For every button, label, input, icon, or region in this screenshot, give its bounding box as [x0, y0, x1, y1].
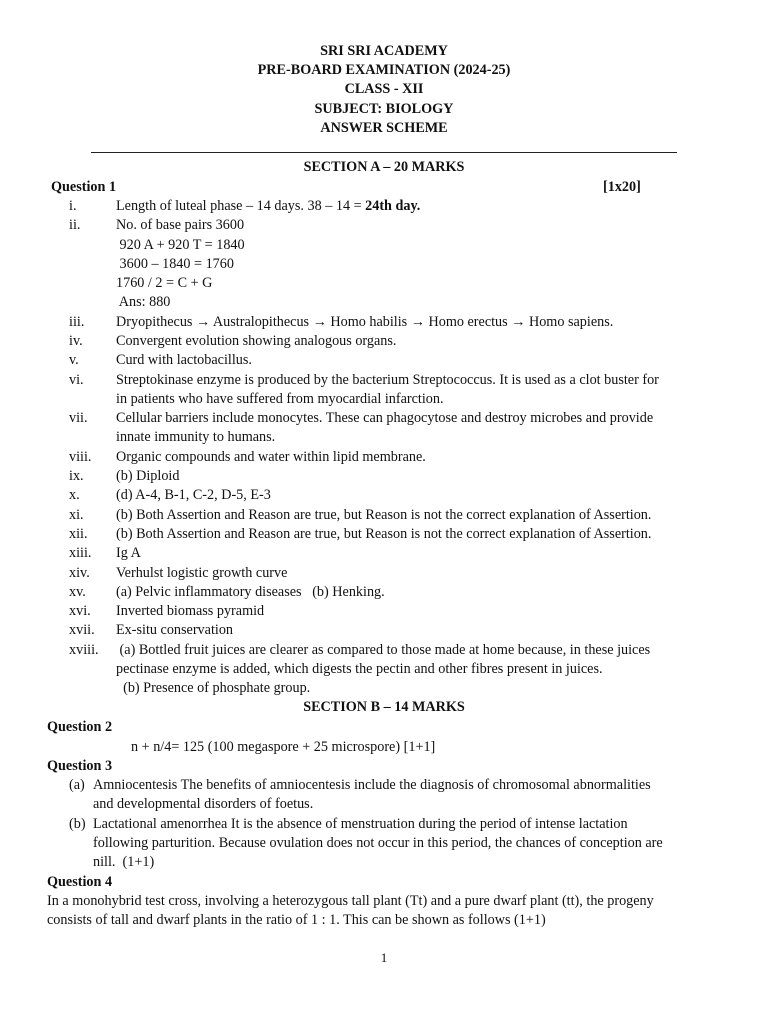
item-text: 3600 – 1840 = 1760 [116, 256, 234, 272]
item-text: Cellular barriers include monocytes. These can phagocytose and destroy microbes and provide [116, 410, 654, 426]
item-text: Organic compounds and water within lipid membrane. [116, 449, 426, 465]
school-name: SRI SRI ACADEMY [320, 43, 448, 59]
document-type: ANSWER SCHEME [320, 120, 448, 136]
item-number: xvii. [69, 622, 95, 638]
exam-title: PRE-BOARD EXAMINATION (2024-25) [257, 62, 511, 78]
item-number: x. [69, 487, 80, 503]
section-a-title: SECTION A – 20 MARKS [303, 159, 465, 175]
item-text: (b) Both Assertion and Reason are true, but Reason is not the correct explanation of Assertion. [116, 526, 652, 542]
item-number: v. [69, 352, 79, 368]
item-number: xiv. [69, 565, 90, 581]
subject-label: SUBJECT: BIOLOGY [314, 101, 454, 117]
item-text: Ans: 880 [116, 294, 171, 310]
item-number: xi. [69, 507, 84, 523]
item-number: viii. [69, 449, 92, 465]
item-text: (a) Pelvic inflammatory diseases (b) Henking. [116, 584, 385, 600]
item-number: xvi. [69, 603, 91, 619]
item-text: 920 A + 920 T = 1840 [116, 237, 245, 253]
item-text: (b) Diploid [116, 468, 180, 484]
item-text-plain: Length of luteal phase – 14 days. 38 – 14 = [116, 198, 366, 214]
item-text: Curd with lactobacillus. [116, 352, 252, 368]
question-3-part-b-label: (b) [69, 816, 86, 832]
section-b-title: SECTION B – 14 MARKS [303, 699, 465, 715]
item-number: iii. [69, 314, 85, 330]
item-text: 1760 / 2 = C + G [116, 275, 213, 291]
item-number: ii. [69, 217, 81, 233]
item-text: No. of base pairs 3600 [116, 217, 245, 233]
item-number: vii. [69, 410, 88, 426]
question-3-part-a-label: (a) [69, 777, 85, 793]
item-number: xviii. [69, 642, 99, 658]
item-text: Dryopithecus → Australopithecus → Homo habilis → Homo erectus → Homo sapiens. [116, 314, 614, 330]
class-label: CLASS - XII [344, 81, 424, 97]
item-text: Verhulst logistic growth curve [116, 565, 288, 581]
item-text: (a) Bottled fruit juices are clearer as compared to those made at home because, in these juices [116, 642, 651, 658]
item-number: xv. [69, 584, 86, 600]
question-1-marks: [1x20] [603, 179, 641, 195]
question-1-label: Question 1 [51, 179, 117, 195]
question-3-part-b-text: Lactational amenorrhea It is the absence of menstruation during the period of intense lactation [93, 816, 628, 832]
question-4-label: Question 4 [47, 874, 113, 890]
item-number: ix. [69, 468, 84, 484]
question-4-text: In a monohybrid test cross, involving a heterozygous tall plant (Tt) and a pure dwarf plant (tt), the progeny [47, 893, 654, 909]
question-4-text: consists of tall and dwarf plants in the ratio of 1 : 1. This can be shown as follows (1+1) [47, 912, 546, 928]
item-number: vi. [69, 372, 84, 388]
item-text: (b) Both Assertion and Reason are true, but Reason is not the correct explanation of Assertion. [116, 507, 652, 523]
question-2-answer: n + n/4= 125 (100 megaspore + 25 microspore) [1+1] [131, 739, 436, 755]
item-text: innate immunity to humans. [116, 429, 276, 445]
question-3-part-b-text: following parturition. Because ovulation does not occur in this period, the chances of conception are [93, 835, 663, 851]
item-text: Ex-situ conservation [116, 622, 234, 638]
question-3-part-a-text: Amniocentesis The benefits of amniocentesis include the diagnosis of chromosomal abnormalities [93, 777, 651, 793]
question-3-part-a-text: and developmental disorders of foetus. [93, 796, 314, 812]
item-text: (b) Presence of phosphate group. [116, 680, 311, 696]
item-text: Streptokinase enzyme is produced by the bacterium Streptococcus. It is used as a clot buster for [116, 372, 659, 388]
item-number: iv. [69, 333, 83, 349]
question-2-label: Question 2 [47, 719, 113, 735]
item-number: xii. [69, 526, 88, 542]
header-divider [91, 152, 677, 153]
item-text: in patients who have suffered from myocardial infarction. [116, 391, 444, 407]
item-text [116, 197, 420, 216]
item-text: Inverted biomass pyramid [116, 603, 265, 619]
question-3-part-b-text: nill. (1+1) [93, 854, 155, 870]
page-number: 1 [380, 950, 388, 965]
item-text: Convergent evolution showing analogous organs. [116, 333, 397, 349]
item-text: pectinase enzyme is added, which digests the pectin and other fibres present in juices. [116, 661, 603, 677]
item-text: Ig A [116, 545, 141, 561]
item-number: i. [69, 198, 77, 214]
item-text: (d) A-4, B-1, C-2, D-5, E-3 [116, 487, 271, 503]
item-answer-bold: 24th day. [365, 198, 421, 214]
question-3-label: Question 3 [47, 758, 113, 774]
item-number: xiii. [69, 545, 92, 561]
